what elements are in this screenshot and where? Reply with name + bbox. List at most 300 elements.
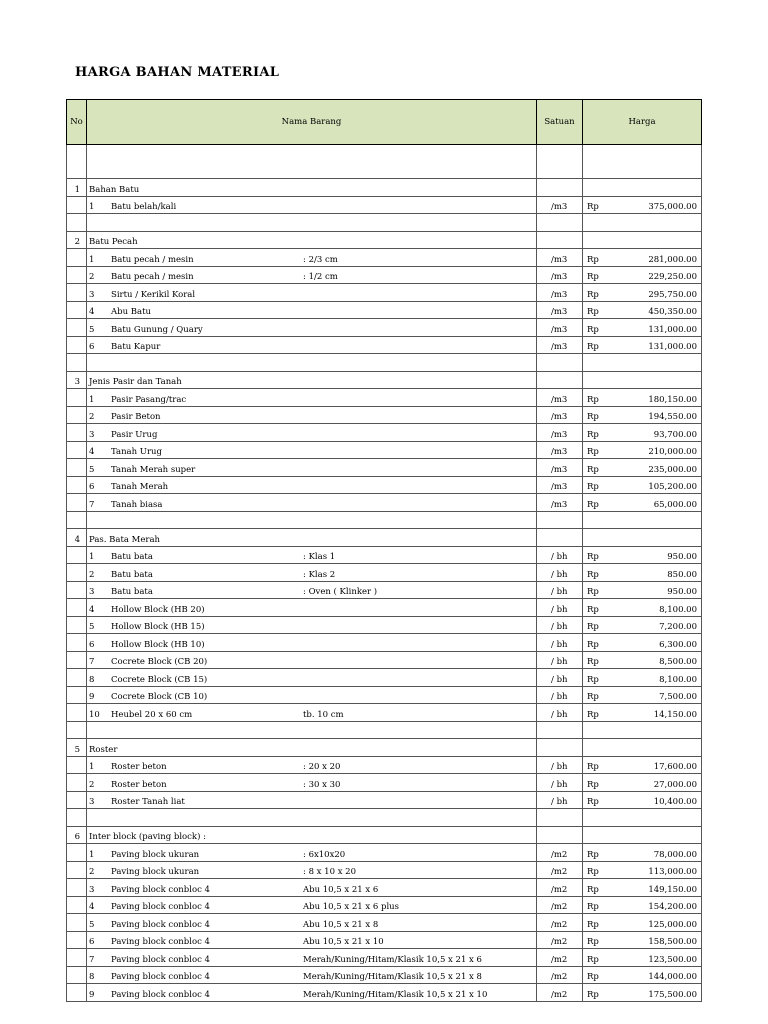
- item-number: 1: [89, 254, 95, 265]
- item-number: 9: [89, 989, 95, 1000]
- currency-label: Rp: [587, 464, 599, 475]
- currency-label: Rp: [587, 289, 599, 300]
- empty-cell: [67, 564, 87, 582]
- item-price-cell: [583, 476, 702, 494]
- price-wrap: [583, 552, 701, 562]
- section-title: Inter block (paving block) :: [87, 826, 537, 844]
- empty-cell: [583, 511, 702, 529]
- item-price: 154,200.00: [648, 902, 697, 912]
- empty-cell: [67, 494, 87, 512]
- item-name: Batu bata: [111, 552, 153, 562]
- table-body: [67, 145, 702, 1002]
- item-cell: [87, 931, 537, 949]
- price-wrap: [583, 290, 701, 300]
- item-unit: /m3: [537, 249, 583, 267]
- table-row: [67, 879, 702, 897]
- item-wrap: [87, 587, 536, 597]
- item-name: Cocrete Block (CB 20): [111, 657, 208, 667]
- item-cell: [87, 459, 537, 477]
- item-price: 17,600.00: [653, 762, 697, 772]
- empty-cell: [87, 354, 537, 372]
- item-unit: /m3: [537, 196, 583, 214]
- header-name: Nama Barang: [87, 100, 537, 145]
- item-price-cell: [583, 249, 702, 267]
- empty-row: [67, 354, 702, 372]
- item-price: 144,000.00: [648, 972, 697, 982]
- item-price: 8,500.00: [659, 657, 697, 667]
- item-wrap: [87, 850, 536, 860]
- item-price: 235,000.00: [648, 464, 697, 475]
- table-row: [67, 704, 702, 722]
- empty-cell: [87, 214, 537, 232]
- item-price: 113,000.00: [648, 867, 697, 877]
- item-cell: [87, 914, 537, 932]
- item-price: 375,000.00: [648, 202, 697, 212]
- item-wrap: [87, 640, 536, 650]
- item-price: 7,500.00: [659, 692, 697, 702]
- item-price-cell: [583, 984, 702, 1002]
- empty-cell: [67, 476, 87, 494]
- section-row: [67, 529, 702, 547]
- item-price: 950.00: [667, 587, 697, 597]
- item-wrap: [87, 692, 536, 702]
- price-wrap: [583, 605, 701, 615]
- empty-cell: [87, 721, 537, 739]
- item-wrap: [87, 307, 536, 317]
- item-name: Cocrete Block (CB 10): [111, 692, 208, 702]
- empty-cell: [67, 249, 87, 267]
- price-wrap: [583, 640, 701, 650]
- currency-label: Rp: [587, 272, 599, 282]
- item-name: Batu Kapur: [111, 342, 161, 352]
- item-price: 6,300.00: [659, 639, 697, 650]
- currency-label: Rp: [587, 937, 599, 947]
- item-price-cell: [583, 301, 702, 319]
- item-name: Batu bata: [111, 587, 153, 597]
- table-row: [67, 424, 702, 442]
- section-title: Batu Pecah: [87, 231, 537, 249]
- item-price-cell: [583, 634, 702, 652]
- item-price-cell: [583, 914, 702, 932]
- price-wrap: [583, 325, 701, 335]
- item-price: 149,150.00: [648, 884, 697, 895]
- item-unit: /m3: [537, 266, 583, 284]
- currency-label: Rp: [587, 674, 599, 685]
- empty-cell: [67, 634, 87, 652]
- item-price-cell: [583, 651, 702, 669]
- table-row: [67, 249, 702, 267]
- item-wrap: [87, 395, 536, 405]
- empty-cell: [583, 371, 702, 389]
- table-row: [67, 459, 702, 477]
- table-header-row: [67, 100, 702, 145]
- item-spec: tb. 10 cm: [303, 709, 344, 720]
- table-row: [67, 861, 702, 879]
- item-name: Hollow Block (HB 10): [111, 639, 205, 650]
- item-name: Pasir Beton: [111, 412, 161, 422]
- item-wrap: [87, 990, 536, 1000]
- item-unit: /m3: [537, 389, 583, 407]
- item-name: Roster Tanah liat: [111, 797, 185, 807]
- item-name: Tanah Merah super: [111, 464, 196, 475]
- item-wrap: [87, 885, 536, 895]
- empty-cell: [67, 581, 87, 599]
- item-unit: /m3: [537, 336, 583, 354]
- empty-cell: [67, 616, 87, 634]
- table-row: [67, 756, 702, 774]
- item-wrap: [87, 675, 536, 685]
- item-spec: : 2/3 cm: [303, 254, 338, 265]
- empty-cell: [67, 686, 87, 704]
- item-name: Cocrete Block (CB 15): [111, 674, 208, 685]
- item-wrap: [87, 325, 536, 335]
- item-cell: [87, 441, 537, 459]
- section-number: 6: [67, 826, 87, 844]
- item-price-cell: [583, 756, 702, 774]
- item-wrap: [87, 972, 536, 982]
- item-name: Paving block conbloc 4: [111, 989, 210, 1000]
- currency-label: Rp: [587, 709, 599, 720]
- price-wrap: [583, 692, 701, 702]
- section-row: [67, 179, 702, 197]
- price-wrap: [583, 202, 701, 212]
- currency-label: Rp: [587, 604, 599, 615]
- item-name: Tanah Merah: [111, 482, 169, 492]
- section-row: [67, 371, 702, 389]
- item-cell: [87, 774, 537, 792]
- item-wrap: [87, 342, 536, 352]
- item-cell: [87, 949, 537, 967]
- item-number: 3: [89, 587, 95, 597]
- item-wrap: [87, 867, 536, 877]
- empty-row: [67, 721, 702, 739]
- item-name: Pasir Urug: [111, 429, 158, 440]
- item-spec: : 1/2 cm: [303, 272, 338, 282]
- item-name: Batu belah/kali: [111, 202, 177, 212]
- item-number: 6: [89, 937, 95, 947]
- empty-row: [67, 145, 702, 179]
- price-wrap: [583, 447, 701, 457]
- item-price-cell: [583, 546, 702, 564]
- item-wrap: [87, 465, 536, 475]
- item-name: Paving block conbloc 4: [111, 972, 210, 982]
- item-spec: [303, 307, 536, 317]
- item-wrap: [87, 780, 536, 790]
- item-number: 5: [89, 324, 95, 335]
- item-spec: : 6x10x20: [303, 849, 346, 860]
- item-unit: /m3: [537, 476, 583, 494]
- table-row: [67, 669, 702, 687]
- item-cell: [87, 196, 537, 214]
- empty-cell: [67, 319, 87, 337]
- section-row: [67, 739, 702, 757]
- item-spec: Abu 10,5 x 21 x 6 plus: [303, 902, 399, 912]
- item-name: Tanah biasa: [111, 499, 163, 510]
- item-number: 1: [89, 394, 95, 405]
- item-number: 7: [89, 499, 95, 510]
- empty-cell: [67, 424, 87, 442]
- empty-cell: [67, 651, 87, 669]
- item-unit: /m3: [537, 494, 583, 512]
- empty-cell: [583, 214, 702, 232]
- item-number: 2: [89, 779, 95, 790]
- item-spec: [303, 447, 536, 457]
- table-row: [67, 284, 702, 302]
- item-number: 4: [89, 307, 95, 317]
- price-wrap: [583, 972, 701, 982]
- price-wrap: [583, 657, 701, 667]
- empty-cell: [67, 354, 87, 372]
- item-wrap: [87, 447, 536, 457]
- item-unit: /m3: [537, 301, 583, 319]
- price-wrap: [583, 342, 701, 352]
- price-wrap: [583, 937, 701, 947]
- item-price-cell: [583, 389, 702, 407]
- currency-label: Rp: [587, 622, 599, 632]
- item-wrap: [87, 290, 536, 300]
- item-name: Batu bata: [111, 569, 153, 580]
- table-row: [67, 949, 702, 967]
- table-row: [67, 651, 702, 669]
- empty-cell: [67, 756, 87, 774]
- item-cell: [87, 336, 537, 354]
- empty-cell: [583, 809, 702, 827]
- item-spec: [303, 202, 536, 212]
- table-row: [67, 896, 702, 914]
- section-number: 3: [67, 371, 87, 389]
- item-price: 180,150.00: [648, 394, 697, 405]
- currency-label: Rp: [587, 307, 599, 317]
- item-cell: [87, 284, 537, 302]
- empty-cell: [67, 809, 87, 827]
- item-name: Paving block conbloc 4: [111, 937, 210, 947]
- item-unit: /m2: [537, 896, 583, 914]
- item-wrap: [87, 552, 536, 562]
- item-number: 8: [89, 674, 95, 685]
- item-number: 7: [89, 657, 95, 667]
- item-unit: / bh: [537, 791, 583, 809]
- currency-label: Rp: [587, 342, 599, 352]
- empty-cell: [87, 145, 537, 179]
- item-spec: Merah/Kuning/Hitam/Klasik 10,5 x 21 x 8: [303, 972, 482, 982]
- item-cell: [87, 616, 537, 634]
- item-price: 131,000.00: [648, 342, 697, 352]
- empty-cell: [583, 354, 702, 372]
- empty-cell: [67, 879, 87, 897]
- empty-cell: [67, 704, 87, 722]
- item-cell: [87, 406, 537, 424]
- empty-cell: [67, 441, 87, 459]
- item-price-cell: [583, 774, 702, 792]
- item-name: Batu pecah / mesin: [111, 254, 194, 265]
- item-number: 3: [89, 797, 95, 807]
- item-price: 131,000.00: [648, 324, 697, 335]
- item-price: 450,350.00: [648, 307, 697, 317]
- item-price-cell: [583, 564, 702, 582]
- currency-label: Rp: [587, 324, 599, 335]
- section-number: 1: [67, 179, 87, 197]
- item-price-cell: [583, 336, 702, 354]
- item-price: 8,100.00: [659, 604, 697, 615]
- item-price-cell: [583, 879, 702, 897]
- item-number: 2: [89, 412, 95, 422]
- item-cell: [87, 319, 537, 337]
- item-unit: /m2: [537, 844, 583, 862]
- item-spec: [303, 325, 536, 335]
- item-wrap: [87, 710, 536, 720]
- item-cell: [87, 476, 537, 494]
- empty-cell: [583, 231, 702, 249]
- table-row: [67, 319, 702, 337]
- item-number: 5: [89, 919, 95, 930]
- empty-cell: [67, 301, 87, 319]
- item-name: Abu Batu: [111, 307, 151, 317]
- currency-label: Rp: [587, 657, 599, 667]
- item-number: 1: [89, 762, 95, 772]
- section-row: [67, 826, 702, 844]
- item-number: 5: [89, 464, 95, 475]
- item-price: 950.00: [667, 552, 697, 562]
- currency-label: Rp: [587, 569, 599, 580]
- item-price: 14,150.00: [653, 709, 697, 720]
- item-spec: Merah/Kuning/Hitam/Klasik 10,5 x 21 x 10: [303, 989, 488, 1000]
- currency-label: Rp: [587, 552, 599, 562]
- price-wrap: [583, 902, 701, 912]
- item-unit: / bh: [537, 669, 583, 687]
- item-wrap: [87, 762, 536, 772]
- item-number: 2: [89, 272, 95, 282]
- currency-label: Rp: [587, 482, 599, 492]
- empty-cell: [67, 949, 87, 967]
- item-name: Tanah Urug: [111, 447, 162, 457]
- item-number: 4: [89, 447, 95, 457]
- empty-cell: [583, 529, 702, 547]
- section-title: Bahan Batu: [87, 179, 537, 197]
- item-price-cell: [583, 406, 702, 424]
- currency-label: Rp: [587, 254, 599, 265]
- item-spec: Abu 10,5 x 21 x 10: [303, 937, 384, 947]
- price-wrap: [583, 272, 701, 282]
- page-title: HARGA BAHAN MATERIAL: [75, 65, 280, 80]
- item-number: 8: [89, 972, 95, 982]
- item-wrap: [87, 500, 536, 510]
- price-wrap: [583, 570, 701, 580]
- currency-label: Rp: [587, 919, 599, 930]
- item-price: 105,200.00: [648, 482, 697, 492]
- item-number: 10: [89, 709, 100, 720]
- item-number: 3: [89, 289, 95, 300]
- empty-cell: [537, 529, 583, 547]
- item-price-cell: [583, 861, 702, 879]
- item-wrap: [87, 430, 536, 440]
- empty-cell: [537, 231, 583, 249]
- item-price: 229,250.00: [648, 272, 697, 282]
- item-wrap: [87, 482, 536, 492]
- currency-label: Rp: [587, 447, 599, 457]
- empty-cell: [67, 284, 87, 302]
- item-unit: / bh: [537, 599, 583, 617]
- item-spec: [303, 622, 536, 632]
- item-number: 7: [89, 954, 95, 965]
- item-name: Paving block conbloc 4: [111, 919, 210, 930]
- item-number: 9: [89, 692, 95, 702]
- item-unit: / bh: [537, 704, 583, 722]
- item-price: 10,400.00: [653, 797, 697, 807]
- item-unit: / bh: [537, 774, 583, 792]
- empty-row: [67, 809, 702, 827]
- item-price-cell: [583, 686, 702, 704]
- item-price-cell: [583, 931, 702, 949]
- table-row: [67, 266, 702, 284]
- price-wrap: [583, 622, 701, 632]
- item-unit: / bh: [537, 581, 583, 599]
- item-price-cell: [583, 424, 702, 442]
- empty-cell: [583, 739, 702, 757]
- currency-label: Rp: [587, 849, 599, 860]
- item-price-cell: [583, 599, 702, 617]
- empty-cell: [67, 931, 87, 949]
- currency-label: Rp: [587, 762, 599, 772]
- empty-cell: [87, 511, 537, 529]
- item-price-cell: [583, 441, 702, 459]
- empty-cell: [67, 196, 87, 214]
- empty-cell: [67, 406, 87, 424]
- item-spec: [303, 500, 536, 510]
- item-spec: : 8 x 10 x 20: [303, 867, 357, 877]
- item-spec: [303, 412, 536, 422]
- item-price-cell: [583, 966, 702, 984]
- table-row: [67, 389, 702, 407]
- item-number: 4: [89, 604, 95, 615]
- item-name: Hollow Block (HB 20): [111, 604, 205, 615]
- currency-label: Rp: [587, 429, 599, 440]
- empty-cell: [537, 179, 583, 197]
- item-unit: / bh: [537, 756, 583, 774]
- item-spec: : 20 x 20: [303, 762, 341, 772]
- item-name: Batu Gunung / Quary: [111, 324, 203, 335]
- item-cell: [87, 861, 537, 879]
- item-price-cell: [583, 844, 702, 862]
- item-cell: [87, 984, 537, 1002]
- item-unit: /m3: [537, 406, 583, 424]
- item-unit: /m3: [537, 459, 583, 477]
- item-spec: : Klas 1: [303, 552, 336, 562]
- item-price-cell: [583, 319, 702, 337]
- currency-label: Rp: [587, 989, 599, 1000]
- item-spec: : Klas 2: [303, 569, 336, 580]
- price-wrap: [583, 395, 701, 405]
- item-spec: [303, 430, 536, 440]
- item-price-cell: [583, 616, 702, 634]
- item-wrap: [87, 605, 536, 615]
- price-wrap: [583, 255, 701, 265]
- item-number: 6: [89, 482, 95, 492]
- header-unit: Satuan: [537, 100, 583, 145]
- item-unit: /m2: [537, 914, 583, 932]
- item-unit: /m2: [537, 949, 583, 967]
- empty-cell: [537, 371, 583, 389]
- price-table: [66, 99, 702, 1002]
- item-unit: /m3: [537, 441, 583, 459]
- item-spec: Merah/Kuning/Hitam/Klasik 10,5 x 21 x 6: [303, 954, 482, 965]
- table-row: [67, 914, 702, 932]
- table-row: [67, 546, 702, 564]
- item-wrap: [87, 920, 536, 930]
- empty-cell: [67, 861, 87, 879]
- item-number: 5: [89, 622, 95, 632]
- empty-cell: [67, 459, 87, 477]
- item-name: Hollow Block (HB 15): [111, 622, 205, 632]
